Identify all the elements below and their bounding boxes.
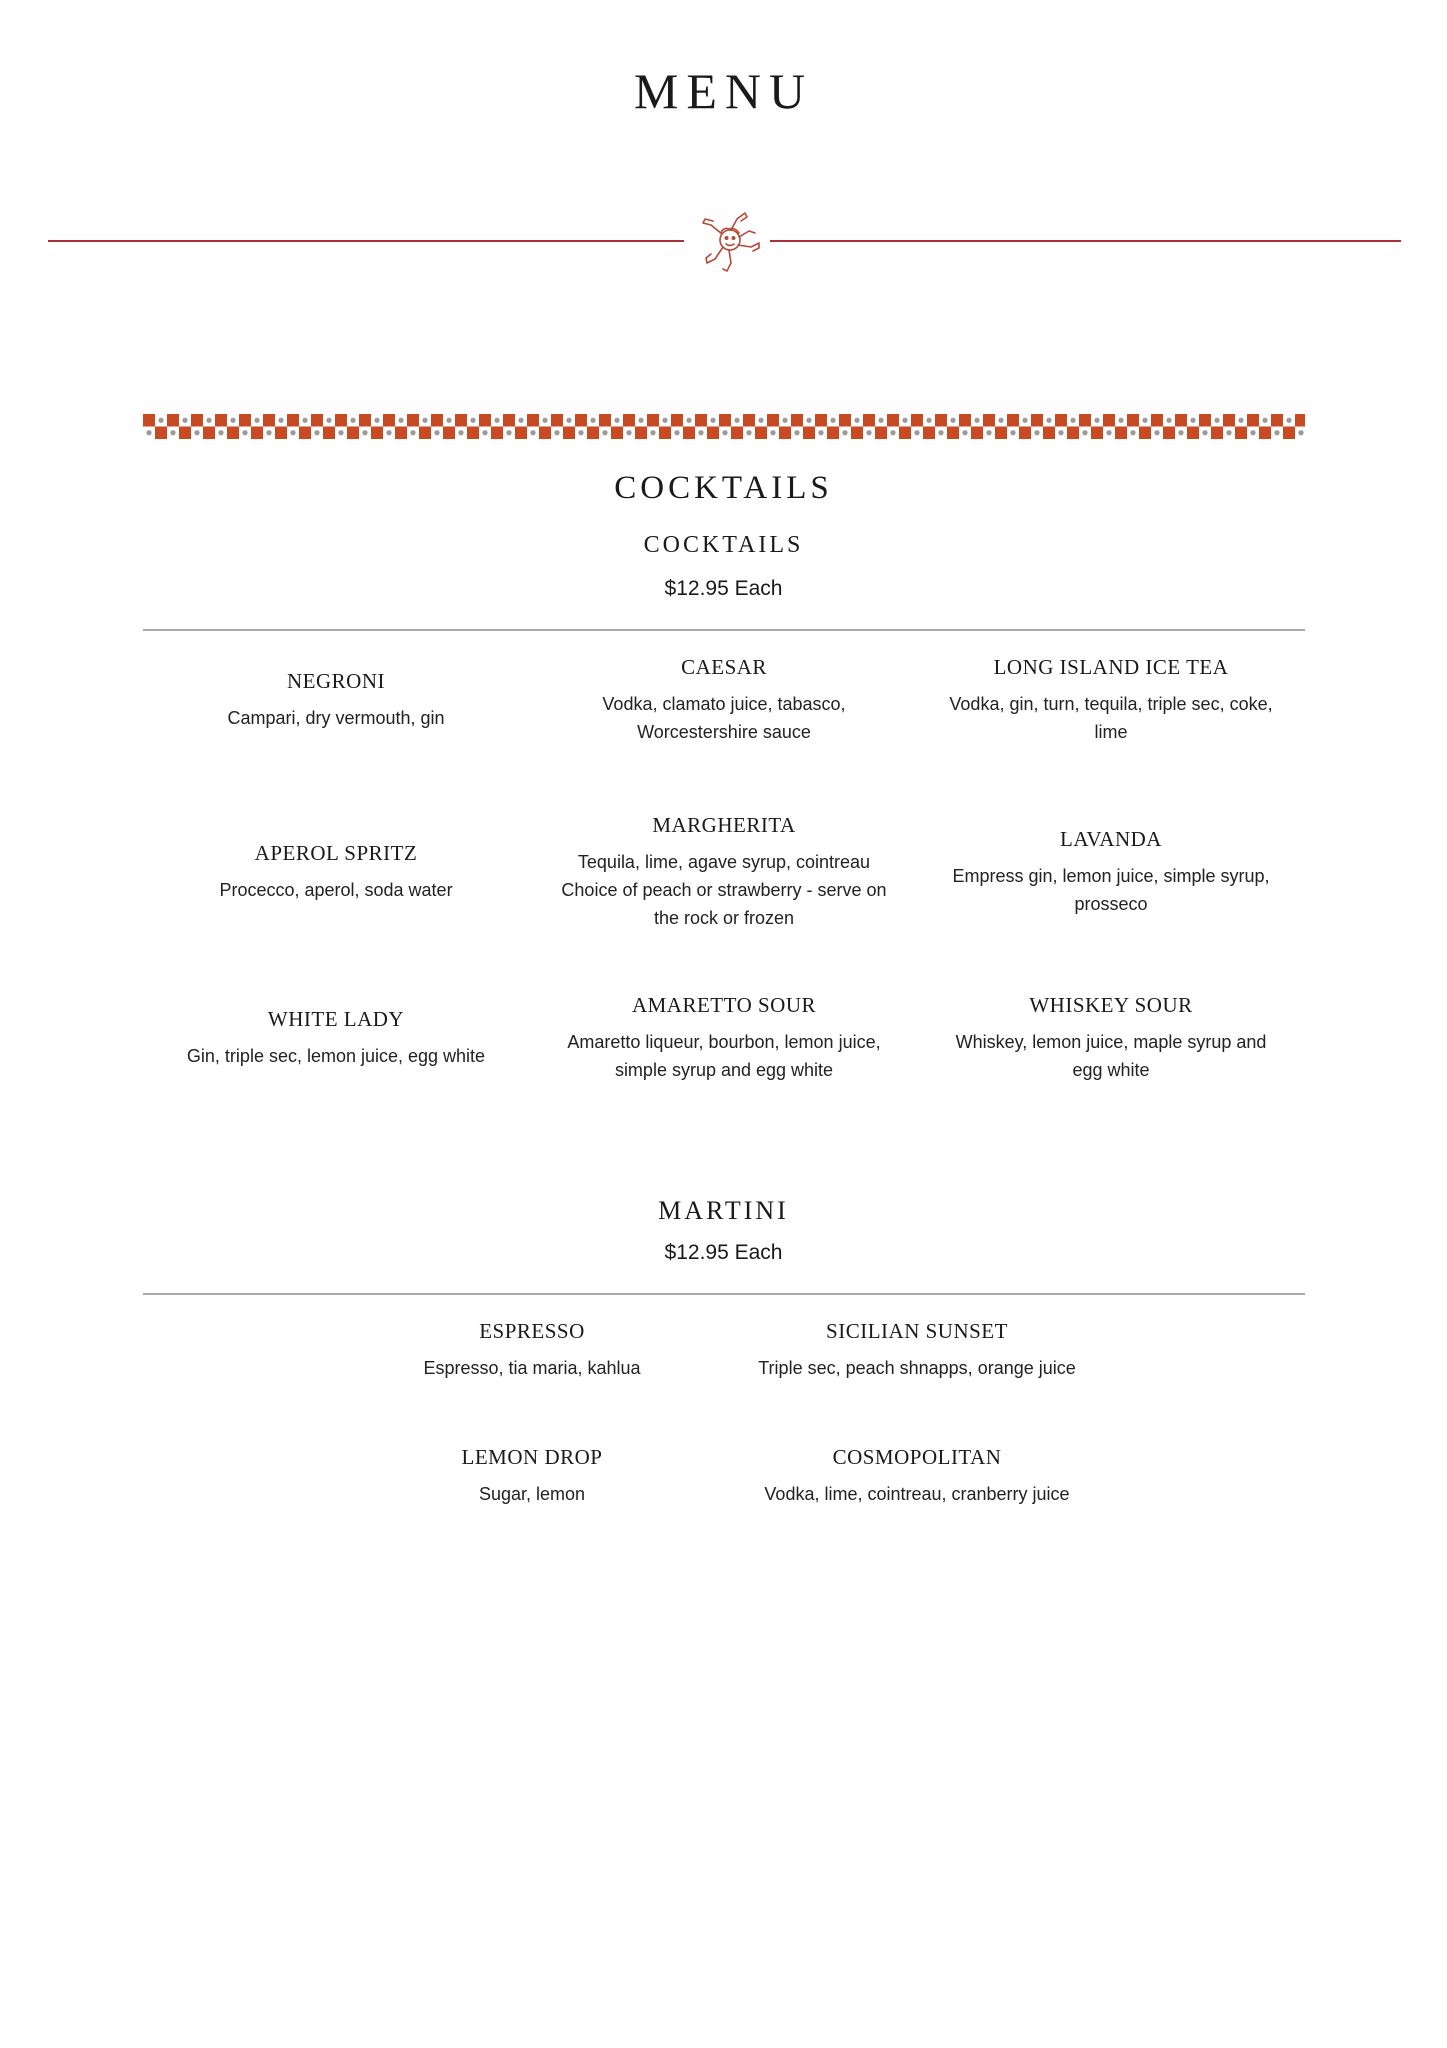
menu-item	[931, 978, 1291, 1098]
menu-item	[156, 978, 516, 1098]
item-description: Empress gin, lemon juice, simple syrup, prosseco	[952, 865, 1270, 914]
item-description: Tequila, lime, agave syrup, cointreau Choice of peach or strawberry - serve on the rock or frozen	[561, 851, 887, 928]
header-rule-left	[48, 240, 684, 242]
menu-item	[352, 1426, 712, 1526]
item-name: LEMON DROP	[461, 1444, 603, 1469]
checkered-pattern-band	[143, 414, 1305, 439]
item-description: Procecco, aperol, soda water	[219, 879, 453, 900]
item-description: Vodka, gin, turn, tequila, triple sec, coke, lime	[949, 693, 1273, 742]
subsection-title-cocktails: COCKTAILS	[643, 532, 804, 558]
item-name: LONG ISLAND ICE TEA	[993, 654, 1229, 679]
header-rule-right	[770, 240, 1401, 242]
item-name: WHISKEY SOUR	[1029, 992, 1193, 1017]
item-name: MARGHERITA	[652, 812, 796, 837]
item-name: ESPRESSO	[479, 1318, 585, 1343]
item-name: COSMOPOLITAN	[832, 1444, 1002, 1469]
item-name: WHITE LADY	[267, 1006, 405, 1031]
item-name: CAESAR	[681, 654, 767, 679]
menu-item	[544, 978, 904, 1098]
menu-item	[931, 812, 1291, 932]
menu-item	[352, 1300, 712, 1400]
price-martini: $12.95 Each	[664, 1241, 783, 1264]
item-description: Campari, dry vermouth, gin	[227, 707, 445, 728]
price-cocktails: $12.95 Each	[664, 577, 783, 600]
trinacria-emblem-icon	[693, 203, 767, 277]
divider-cocktails	[143, 629, 1305, 631]
item-description: Triple sec, peach shnapps, orange juice	[758, 1357, 1076, 1378]
menu-item	[737, 1426, 1097, 1526]
item-description: Espresso, tia maria, kahlua	[423, 1357, 641, 1378]
item-description: Sugar, lemon	[478, 1483, 586, 1504]
item-description: Vodka, clamato juice, tabasco, Worcestershire sauce	[602, 693, 846, 742]
menu-item	[156, 640, 516, 760]
item-name: APEROL SPRITZ	[254, 840, 418, 865]
divider-martini	[143, 1293, 1305, 1295]
section-title-martini: MARTINI	[658, 1196, 789, 1225]
item-description: Vodka, lime, cointreau, cranberry juice	[764, 1483, 1070, 1504]
item-name: NEGRONI	[287, 668, 385, 693]
menu-item	[737, 1300, 1097, 1400]
item-name: SICILIAN SUNSET	[826, 1318, 1008, 1343]
section-title-cocktails: COCKTAILS	[614, 470, 833, 506]
item-name: LAVANDA	[1060, 826, 1162, 851]
item-name: AMARETTO SOUR	[631, 992, 817, 1017]
menu-item	[544, 800, 904, 944]
menu-item	[931, 640, 1291, 760]
page-title: MENU	[633, 63, 814, 119]
item-description: Gin, triple sec, lemon juice, egg white	[186, 1045, 486, 1066]
item-description: Whiskey, lemon juice, maple syrup and egg white	[955, 1031, 1267, 1080]
menu-item	[156, 812, 516, 932]
menu-item	[544, 640, 904, 760]
item-description: Amaretto liqueur, bourbon, lemon juice, simple syrup and egg white	[567, 1031, 881, 1080]
